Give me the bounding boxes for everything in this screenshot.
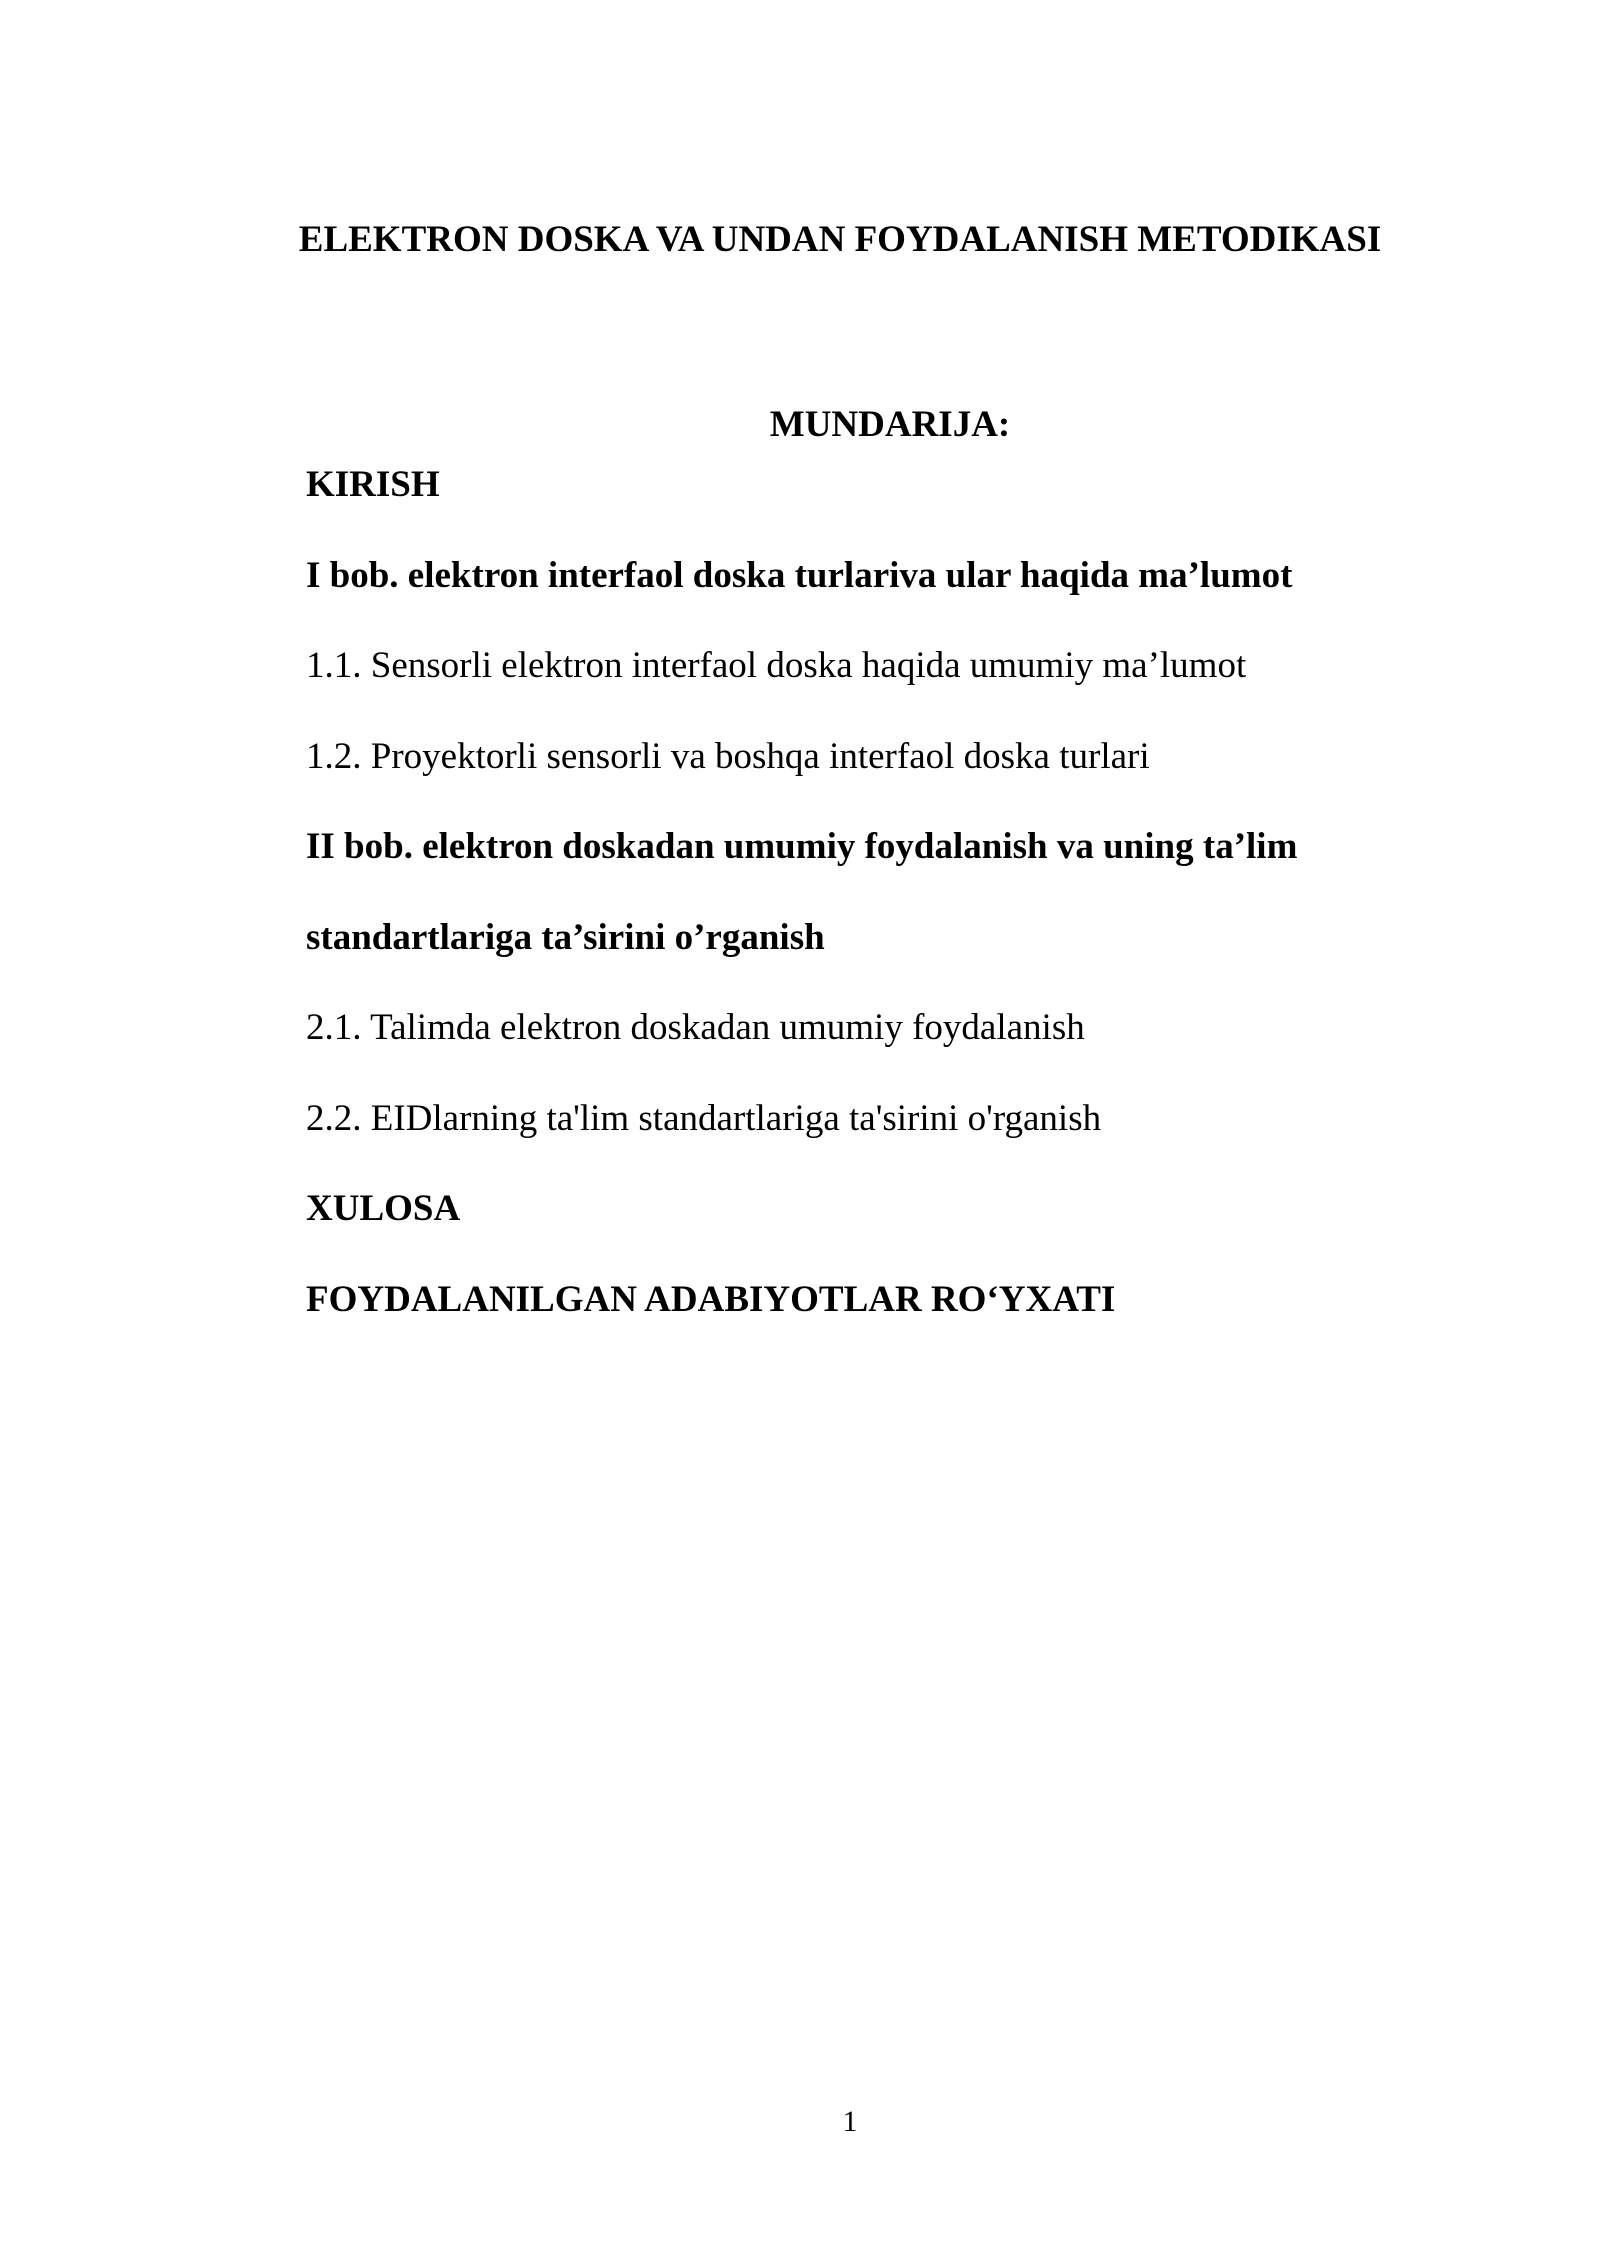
page-title: ELEKTRON DOSKA VA UNDAN FOYDALANISH METODIKASI [298,218,1382,260]
toc-item-chapter-1: I bob. elektron interfaol doska turlariva ular haqida ma’lumot [306,554,1293,596]
toc-item-kirish: KIRISH [306,464,440,505]
toc-item-section-2-2: 2.2. EIDlarning ta'lim standartlariga ta'sirini o'rganish [306,1097,1102,1139]
toc-heading: MUNDARIJA: [769,403,1011,445]
table-of-contents [306,460,1466,1365]
toc-item-section-2-1: 2.1. Talimda elektron doskadan umumiy foydalanish [306,1007,1085,1048]
toc-item-references: FOYDALANILGAN ADABIYOTLAR RO‘YXATI [306,1278,1116,1320]
toc-item-section-1-1: 1.1. Sensorli elektron interfaol doska haqida umumiy ma’lumot [306,645,1247,686]
toc-item-xulosa: XULOSA [306,1188,461,1229]
toc-item-section-1-2: 1.2. Proyektorli sensorli va boshqa interfaol doska turlari [306,735,1150,777]
toc-item-chapter-2-line-2: standartlariga ta’sirini o’rganish [306,916,825,958]
toc-item-chapter-2-line-1: II bob. elektron doskadan umumiy foydalanish va uning ta’lim [306,826,1298,867]
page-number: 1 [842,2105,858,2138]
